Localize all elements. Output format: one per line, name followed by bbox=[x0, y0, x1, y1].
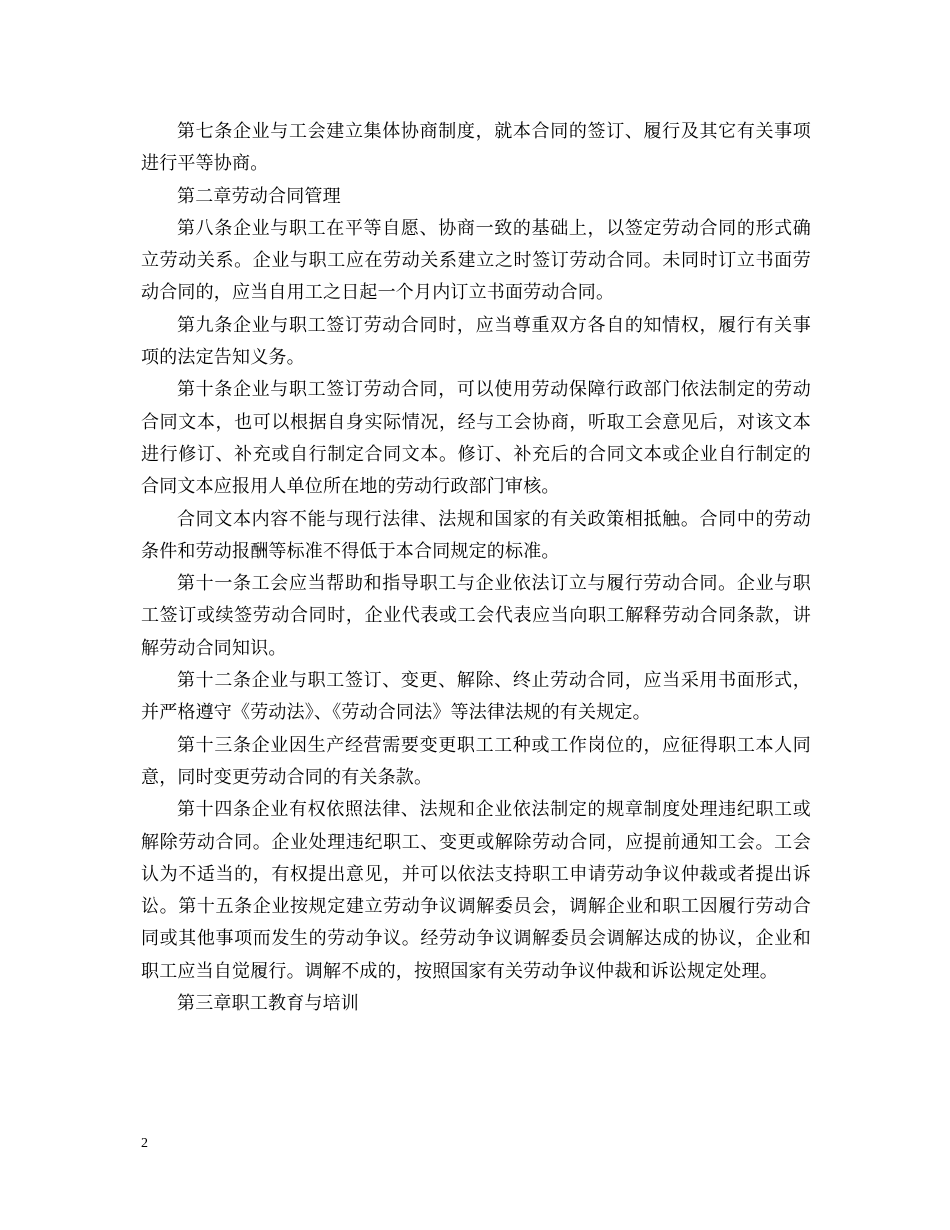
paragraph-article-14-15: 第十四条企业有权依照法律、法规和企业依法制定的规章制度处理违纪职工或解除劳动合同。企业处理违纪职工、变更或解除劳动合同，应提前通知工会。工会认为不适当的，有权提出意见，并可以依法支持职工申请劳动争议仲裁或者提出诉讼。第十五条企业按规定建立劳动争议调解委员会，调解企业和职工因履行劳动合同或其他事项而发生的劳动争议。经劳动争议调解委员会调解达成的协议，企业和职工应当自觉履行。调解不成的，按照国家有关劳动争议仲裁和诉讼规定处理。 bbox=[141, 799, 811, 982]
paragraph-article-13: 第十三条企业因生产经营需要变更职工工种或工作岗位的，应征得职工本人同意，同时变更劳动合同的有关条款。 bbox=[141, 734, 811, 788]
paragraph-article-11: 第十一条工会应当帮助和指导职工与企业依法订立与履行劳动合同。企业与职工签订或续签劳动合同时，企业代表或工会代表应当向职工解释劳动合同条款，讲解劳动合同知识。 bbox=[141, 573, 811, 659]
chapter-heading-2: 第二章劳动合同管理 bbox=[177, 185, 341, 207]
paragraph-article-10: 第十条企业与职工签订劳动合同，可以使用劳动保障行政部门依法制定的劳动合同文本，也可以根据自身实际情况，经与工会协商，听取工会意见后，对该文本进行修订、补充或自行制定合同文本。修订、补充后的合同文本或企业自行制定的合同文本应报用人单位所在地的劳动行政部门审核。 bbox=[141, 379, 811, 498]
paragraph-contract-text-content: 合同文本内容不能与现行法律、法规和国家的有关政策相抵触。合同中的劳动条件和劳动报酬等标准不得低于本合同规定的标准。 bbox=[141, 508, 811, 562]
paragraph-article-9: 第九条企业与职工签订劳动合同时，应当尊重双方各自的知情权，履行有关事项的法定告知义务。 bbox=[141, 314, 811, 369]
page-number: 2 bbox=[141, 1136, 148, 1151]
chapter-heading-3: 第三章职工教育与培训 bbox=[177, 993, 359, 1015]
paragraph-article-12: 第十二条企业与职工签订、变更、解除、终止劳动合同，应当采用书面形式，并严格遵守《劳动法》、《劳动合同法》等法律法规的有关规定。 bbox=[141, 670, 811, 724]
paragraph-article-7: 第七条企业与工会建立集体协商制度，就本合同的签订、履行及其它有关事项进行平等协商。 bbox=[141, 121, 811, 175]
paragraph-article-8: 第八条企业与职工在平等自愿、协商一致的基础上，以签定劳动合同的形式确立劳动关系。企业与职工应在劳动关系建立之时签订劳动合同。未同时订立书面劳动合同的，应当自用工之日起一个月内订立书面劳动合同。 bbox=[141, 217, 811, 304]
document-body bbox=[141, 116, 811, 1020]
